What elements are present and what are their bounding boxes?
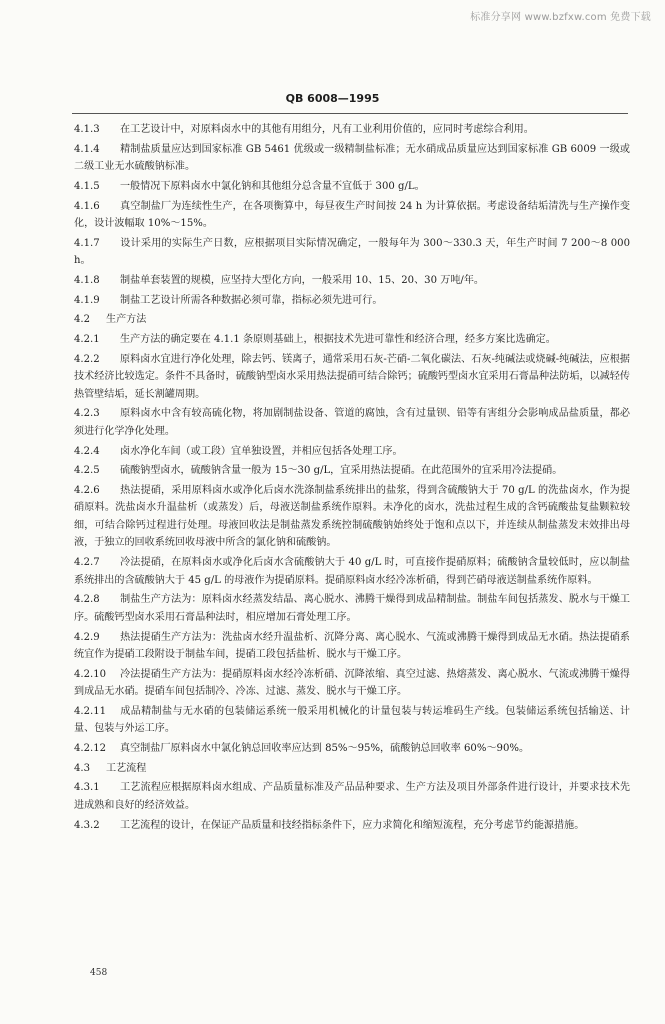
clause-4-1-6 [74,198,630,233]
site-watermark: 标准分享网 www.bzfxw.com 免费下载 [470,12,651,23]
clause-number: 4.1.4 [74,143,100,155]
clause-text: 热法提硝生产方法为：洗盐卤水经升温盐析、沉降分离、离心脱水、气流或沸腾干燥得到成品无水硝。热法提硝系统宜作为提硝工段附设于制盐车间，提硝工段包括盐析、脱水与干燥工序。 [74,631,630,660]
clause-4-1-9 [74,292,630,310]
clause-number: 4.2.6 [74,484,100,496]
clause-text: 工艺流程应根据原料卤水组成、产品质量标准及产品品种要求、生产方法及项目外部条件进行设计，并要求技术先进成熟和良好的经济效益。 [74,782,630,811]
clause-number: 4.2.11 [74,705,107,717]
clause-4-2-10 [74,666,630,701]
section-heading-4-3 [74,760,630,778]
clause-4-2-11 [74,703,630,738]
clause-text: 热法提硝，采用原料卤水或净化后卤水洗涤制盐系统排出的盐浆，得到含硫酸钠大于 70 g/L 的洗盐卤水，作为提硝原料。洗盐卤水升温盐析（或蒸发）后，母液送制盐系统作原料。未净化的卤水，洗盐过程生成的含钙硫酸盐复盐颗粒较细，可结合除钙过程进行处理。母液回收法是制盐蒸发系统控制硫酸钠始终处于饱和点以下，并连续从制盐蒸发末效排出母液，于独立的回收系统回收母液中所含的氯化钠和硫酸钠。 [74,484,630,549]
clause-number: 4.2.12 [74,743,107,755]
section-title: 工艺流程 [106,762,147,774]
clause-number: 4.1.5 [74,180,100,192]
clause-4-1-3 [74,121,630,139]
section-heading-4-2 [74,311,630,329]
clause-text: 成品精制盐与无水硝的包装储运系统一般采用机械化的计量包装与转运堆码生产线。包装储运系统包括输送、计量、包装与外运工序。 [74,705,630,735]
clause-text: 一般情况下原料卤水中氯化钠和其他组分总含量不宜低于 300 g/L。 [120,180,425,192]
clause-text: 设计采用的实际生产日数，应根据项目实际情况确定，一般每年为 300～330.3 天，年生产时间 7 200～8 000 h。 [74,237,630,267]
clause-4-1-8 [74,272,630,290]
clause-number: 4.1.6 [74,200,100,212]
clause-text: 真空制盐厂为连续性生产，在各项衡算中，每昼夜生产时间按 24 h 为计算依据。考虑设备结垢清洗与生产操作变化，设计波幅取 10%～15%。 [74,200,630,230]
clause-number: 4.2.8 [74,594,100,606]
clause-text: 制盐单套装置的规模，应坚持大型化方向，一般采用 10、15、20、30 万吨/年。 [120,274,485,286]
clause-number: 4.1.8 [74,274,100,286]
clause-number: 4.1.7 [74,237,100,249]
clause-text: 原料卤水宜进行净化处理，除去钙、镁离子，通常采用石灰-芒硝-二氧化碳法、石灰-纯碱法或烧碱-纯碱法，应根据技术经济比较选定。条件不具备时，硫酸钠型卤水采用热法提硝可结合除钙；硫酸钙型卤水宜采用石膏晶种法防垢，以减轻传热管壁结垢，延长割罐周期。 [74,353,630,400]
clause-text: 冷法提硝生产方法为：提硝原料卤水经冷冻析硝、沉降浓缩、真空过滤、热熔蒸发、离心脱水、气流或沸腾干燥得到成品无水硝。提硝车间包括制冷、冷冻、过滤、蒸发、脱水与干燥工序。 [74,668,630,698]
clause-4-2-12 [74,740,630,758]
clause-number: 4.1.9 [74,294,100,306]
clause-4-2-7 [74,554,630,589]
clause-number: 4.3.2 [74,819,100,831]
clause-4-1-7 [74,235,630,270]
clause-number: 4.2.10 [74,668,107,680]
clause-text: 硫酸钠型卤水，硫酸钠含量一般为 15～30 g/L，宜采用热法提硝。在此范围外的宜采用冷法提硝。 [120,465,563,477]
header-divider [72,113,628,114]
clause-4-2-5 [74,462,630,480]
section-number: 4.2 [74,314,91,326]
clause-text: 冷法提硝，在原料卤水或净化后卤水含硫酸钠大于 40 g/L 时，可直接作提硝原料；硫酸钠含量较低时，应以制盐系统排出的含硫酸钠大于 45 g/L 的母液作为提硝原料。提硝原料卤水经冷冻析硝，得到芒硝母液送制盐系统作原料。 [74,557,630,586]
clause-4-2-4 [74,443,630,461]
clause-number: 4.2.5 [74,465,100,477]
document-header: QB 6008—1995 [285,92,380,105]
clause-text: 原料卤水中含有较高硫化物，将加剧制盐设备、管道的腐蚀，含有过量钡、铅等有害组分会影响成品盐质量，都必须进行化学净化处理。 [74,408,630,437]
clause-text: 生产方法的确定要在 4.1.1 条原则基础上，根据技术先进可靠性和经济合理，经多方案比选确定。 [120,334,556,345]
clause-4-2-1 [74,331,630,349]
clause-4-3-1 [74,779,630,814]
clause-4-1-5 [74,178,630,196]
document-body [74,121,630,836]
page-number: 458 [90,968,108,978]
clause-text: 制盐工艺设计所需各种数据必须可靠，指标必须先进可行。 [120,294,383,306]
clause-number: 4.1.3 [74,124,100,135]
clause-4-2-8 [74,591,630,626]
clause-4-2-2 [74,351,630,404]
section-title: 生产方法 [106,314,147,326]
clause-4-2-3 [74,405,630,440]
clause-text: 制盐生产方法为：原料卤水经蒸发结晶、离心脱水、沸腾干燥得到成品精制盐。制盐车间包括蒸发、脱水与干燥工序。硫酸钙型卤水采用石膏晶种法时，相应增加石膏处理工序。 [74,594,630,623]
clause-4-3-2 [74,817,630,835]
clause-4-2-9 [74,629,630,664]
clause-number: 4.2.4 [74,445,100,457]
clause-number: 4.2.3 [74,408,100,420]
clause-number: 4.2.2 [74,353,100,365]
clause-number: 4.2.7 [74,557,100,569]
clause-number: 4.3.1 [74,782,100,794]
clause-4-1-4 [74,141,630,176]
clause-text: 卤水净化车间（或工段）宜单独设置，并相应包括各处理工序。 [120,445,403,457]
section-number: 4.3 [74,762,91,774]
clause-text: 真空制盐厂原料卤水中氯化钠总回收率应达到 85%～95%，硫酸钠总回收率 60%～90%。 [120,743,530,755]
clause-number: 4.2.9 [74,631,100,643]
clause-text: 精制盐质量应达到国家标准 GB 5461 优级或一级精制盐标准；无水硝成品质量应达到国家标准 GB 6009 一级或二级工业无水硫酸钠标准。 [74,143,630,173]
clause-text: 在工艺设计中，对原料卤水中的其他有用组分，凡有工业利用价值的，应同时考虑综合利用。 [120,124,534,135]
clause-4-2-6 [74,482,630,552]
clause-number: 4.2.1 [74,334,100,345]
clause-text: 工艺流程的设计，在保证产品质量和技经指标条件下，应力求简化和缩短流程，充分考虑节约能源措施。 [120,819,585,831]
